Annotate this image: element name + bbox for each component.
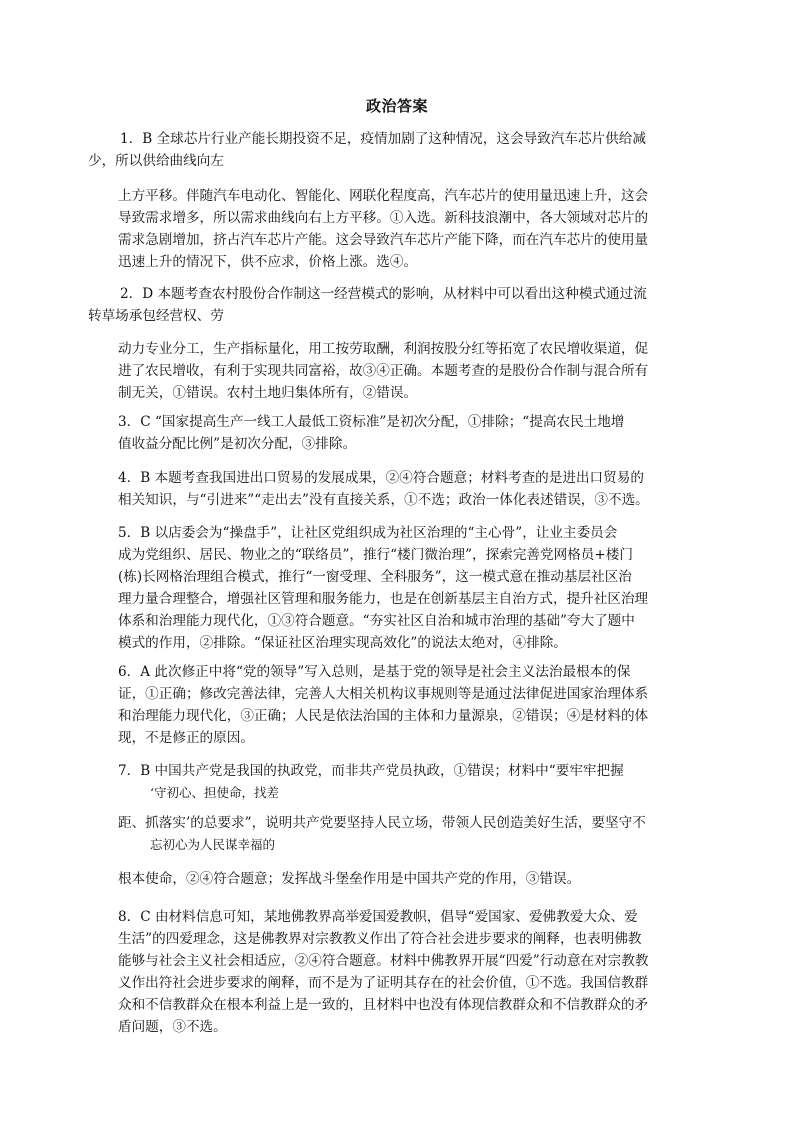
text-line: 迅速上升的情况下，供不应求，价格上涨。选④。 [118,254,418,270]
text-line: 5．B 以店委会为“操盘手”，让社区党组织成为社区治理的“主心骨”，让业主委员会 [118,525,618,541]
text-line: 8．C 由材料信息可知，某地佛教界高举爱国爱教帜，倡导“爱国家、爱佛教爱大众、爱 [118,909,638,925]
answer-7-part-a [118,760,674,804]
answer-3 [118,411,674,455]
answer-4 [118,467,690,511]
text-line: 体系和治理能力现代化，①③符合题意。“夯实社区自治和城市治理的基础”夸大了题中 [118,613,635,629]
answer-7-part-b [118,812,674,856]
text-line: 动力专业分工，生产指标量化，用工按劳取酬，利润按股分红等拓宽了农民增收渠道，促 [118,341,649,357]
page-title: 政治答案 [365,97,428,115]
text-line: 7．B 中国共产党是我国的执政党，而非共产党员执政，①错误；材料中“要牢牢把握 [118,763,624,779]
text-line: 导致需求增多，所以需求曲线向右上方平移。①入选。新科技浪潮中，各大领域对芯片的 [118,210,649,226]
answer-2-part-a [88,283,684,327]
text-line: 生活”的四爱理念，这是佛教界对宗教教义作出了符合社会进步要求的阐释，也表明佛教 [118,931,642,947]
text-line: 制无关，①错误。农村土地归集体所有，②错误。 [118,385,418,401]
text-line: 忘初心为人民谋幸福的 [150,837,276,852]
text-line: ‘守初心、担使命，找差 [150,785,279,800]
answer-8 [118,906,674,1038]
text-line: 4．B 本题考查我国进出口贸易的发展成果，②④符合题意；材料考查的是进出口贸易的 [118,470,644,486]
text-line: 值收益分配比例”是初次分配，③排除。 [118,436,357,452]
text-line: 现，不是修正的原因。 [118,730,254,746]
text-line: 3．C “国家提高生产一线工人最低工资标准”是初次分配，①排除；“提高农民土地增 [118,414,625,430]
text-line: 需求急剧增加，挤占汽车芯片产能。这会导致汽车芯片产能下降，而在汽车芯片的使用量 [118,232,649,248]
text-line: 转草场承包经营权、劳 [88,308,224,324]
text-line: 进了农民增收，有利于实现共同富裕，故③④正确。本题考查的是股份合作制与混合所有 [118,363,649,379]
text-line: 距、抓落实’的总要求”，说明共产党要坚持人民立场，带领人民创造美好生活，要坚守不 [118,815,646,831]
text-line: 1．B 全球芯片行业产能长期投资不足，疫情加剧了这种情况，这会导致汽车芯片供给减 [120,131,646,147]
text-line: 成为党组织、居民、物业之的“联络员”，推行“楼门微治理”，探索完善党网格员+楼门 [118,547,633,563]
answer-6 [118,661,674,749]
text-line: 众和不信教群众在根本利益上是一致的，且材料中也没有体现信教群众和不信教群众的矛 [118,997,649,1013]
answer-2-part-b [118,338,674,404]
text-line: 模式的作用，②排除。“保证社区治理实现高效化”的说法太绝对，④排除。 [118,635,567,651]
text-line: 上方平移。伴随汽车电动化、智能化、网联化程度高，汽车芯片的使用量迅速上升，这会 [118,188,649,204]
answer-5 [118,522,674,654]
text-line: 2．D 本题考查农村股份合作制这一经营模式的影响，从材料中可以看出这种模式通过流 [120,286,647,302]
text-line: 6．A 此次修正中将“党的领导”写入总则，是基于党的领导是社会主义法治最根本的保 [118,664,631,680]
answer-1-part-a [88,128,684,172]
text-line: 盾问题，③不选。 [118,1019,227,1035]
text-line: 和治理能力现代化，③正确；人民是依法治国的主体和力量源泉，②错误；④是材料的体 [118,708,649,724]
text-line: 根本使命，②④符合题意；发挥战斗堡垒作用是中国共产党的作用，③错误。 [118,871,581,887]
text-line: 能够与社会主义社会相适应，②④符合题意。材料中佛教界开展“四爱”行动意在对宗教教 [118,953,649,969]
text-line: 理力量合理整合，增强社区管理和服务能力，也是在创新基层主自治方式，提升社区治理 [118,591,649,607]
text-line: 义作出符社会进步要求的阐释，而不是为了证明其存在的社会价值，①不选。我国信教群 [118,975,649,991]
text-line: 证，①正确；修改完善法律，完善人大相关机构议事规则等是通过法律促进国家治理体系 [118,686,649,702]
text-line: 少，所以供给曲线向左 [88,153,224,169]
text-line: 相关知识，与“引进来”“走出去”没有直接关系，①不选；政治一体化表述错误，③不选。 [118,492,649,508]
text-line: (栋)长网格治理组合模式，推行“一窗受理、全科服务”，这一模式意在推动基层社区治 [118,569,632,585]
answer-7-part-c [118,868,674,890]
answer-1-part-b [118,185,674,273]
